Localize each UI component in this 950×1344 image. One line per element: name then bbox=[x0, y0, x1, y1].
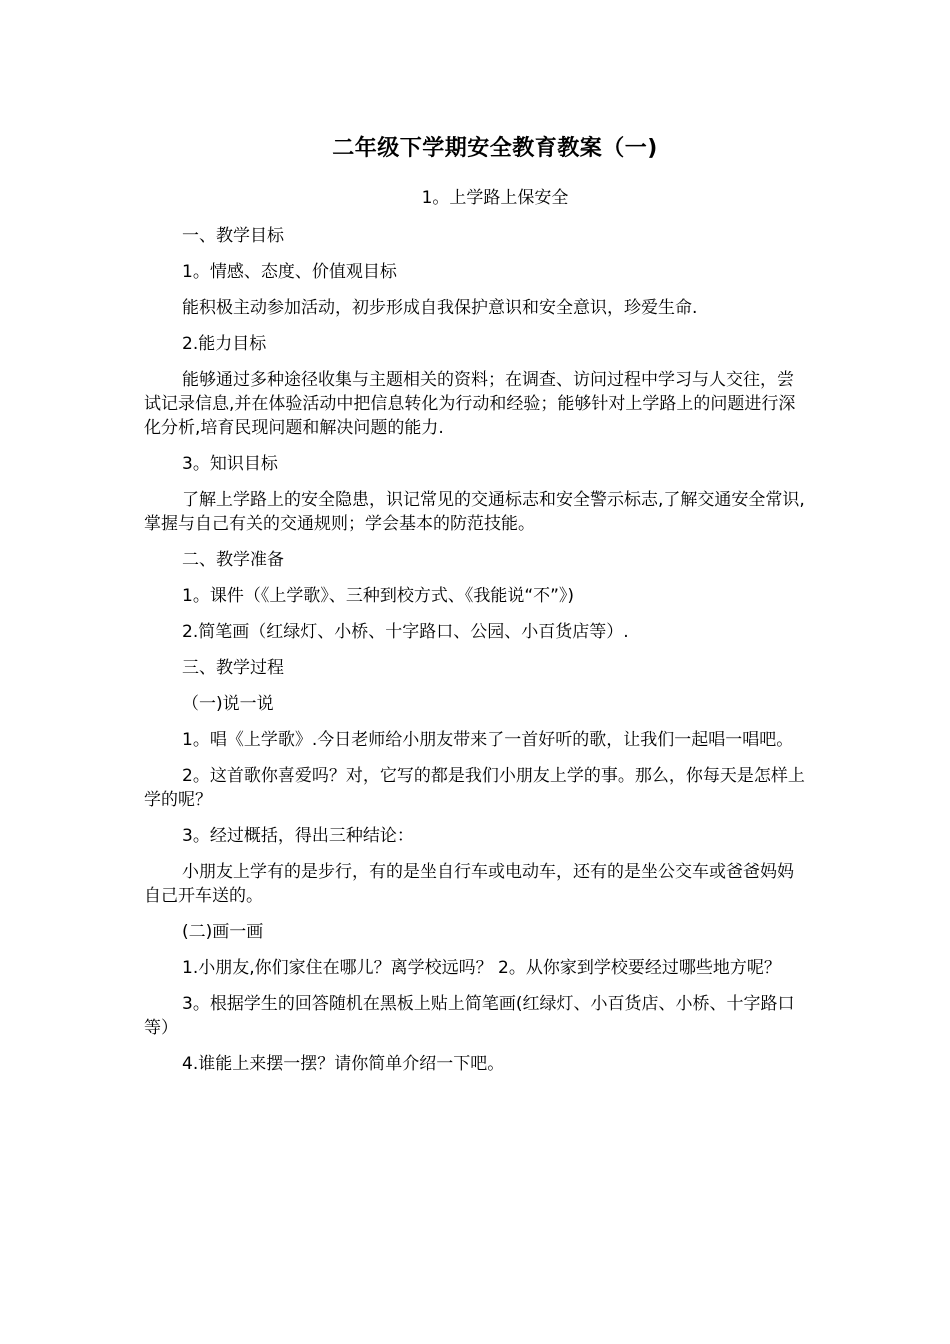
objective-heading-knowledge: 3。知识目标 bbox=[182, 454, 278, 474]
objective-heading-emotion: 1。情感、态度、价值观目标 bbox=[182, 262, 397, 282]
list-item: 4.谁能上来摆一摆？请你简单介绍一下吧。 bbox=[182, 1054, 505, 1074]
section-heading-process: 三、教学过程 bbox=[182, 658, 284, 678]
paragraph: 了解上学路上的安全隐患，识记常见的交通标志和安全警示标志,了解交通安全常识,掌握与自己有关的交通规则；学会基本的防范技能。 bbox=[144, 490, 805, 534]
section-heading-preparation: 二、教学准备 bbox=[182, 550, 284, 570]
list-item: 1。唱《上学歌》.今日老师给小朋友带来了一首好听的歌，让我们一起唱一唱吧。 bbox=[182, 730, 794, 750]
lesson-subtitle: 1。上学路上保安全 bbox=[421, 188, 569, 208]
document-body bbox=[144, 224, 809, 1088]
paragraph: 能积极主动参加活动，初步形成自我保护意识和安全意识，珍爱生命. bbox=[182, 298, 698, 318]
list-item: 2。这首歌你喜爱吗？对，它写的都是我们小朋友上学的事。那么，你每天是怎样上学的呢？ bbox=[144, 766, 805, 810]
objective-heading-ability: 2.能力目标 bbox=[182, 334, 267, 354]
paragraph: 小朋友上学有的是步行，有的是坐自行车或电动车，还有的是坐公交车或爸爸妈妈自己开车送的。 bbox=[144, 862, 794, 906]
list-item: 2.简笔画（红绿灯、小桥、十字路口、公园、小百货店等）. bbox=[182, 622, 629, 642]
paragraph: 能够通过多种途径收集与主题相关的资料；在调查、访问过程中学习与人交往，尝试记录信息,并在体验活动中把信息转化为行动和经验；能够针对上学路上的问题进行深化分析,培育民现问题和解决问题的能力. bbox=[144, 370, 796, 438]
list-item: 3。经过概括，得出三种结论： bbox=[182, 826, 414, 846]
list-item: 1。课件（《上学歌》、三种到校方式、《我能说“不”》) bbox=[182, 586, 575, 606]
section-heading-objectives: 一、教学目标 bbox=[182, 226, 284, 246]
subsection-heading-talk: （一)说一说 bbox=[182, 694, 274, 714]
document-title: 二年级下学期安全教育教案（一) bbox=[332, 136, 658, 161]
list-item: 3。根据学生的回答随机在黑板上贴上简笔画(红绿灯、小百货店、小桥、十字路口等） bbox=[144, 994, 795, 1038]
list-item: 1.小朋友,你们家住在哪儿？离学校远吗？ 2。从你家到学校要经过哪些地方呢？ bbox=[182, 958, 781, 978]
subsection-heading-draw: (二)画一画 bbox=[182, 922, 264, 942]
